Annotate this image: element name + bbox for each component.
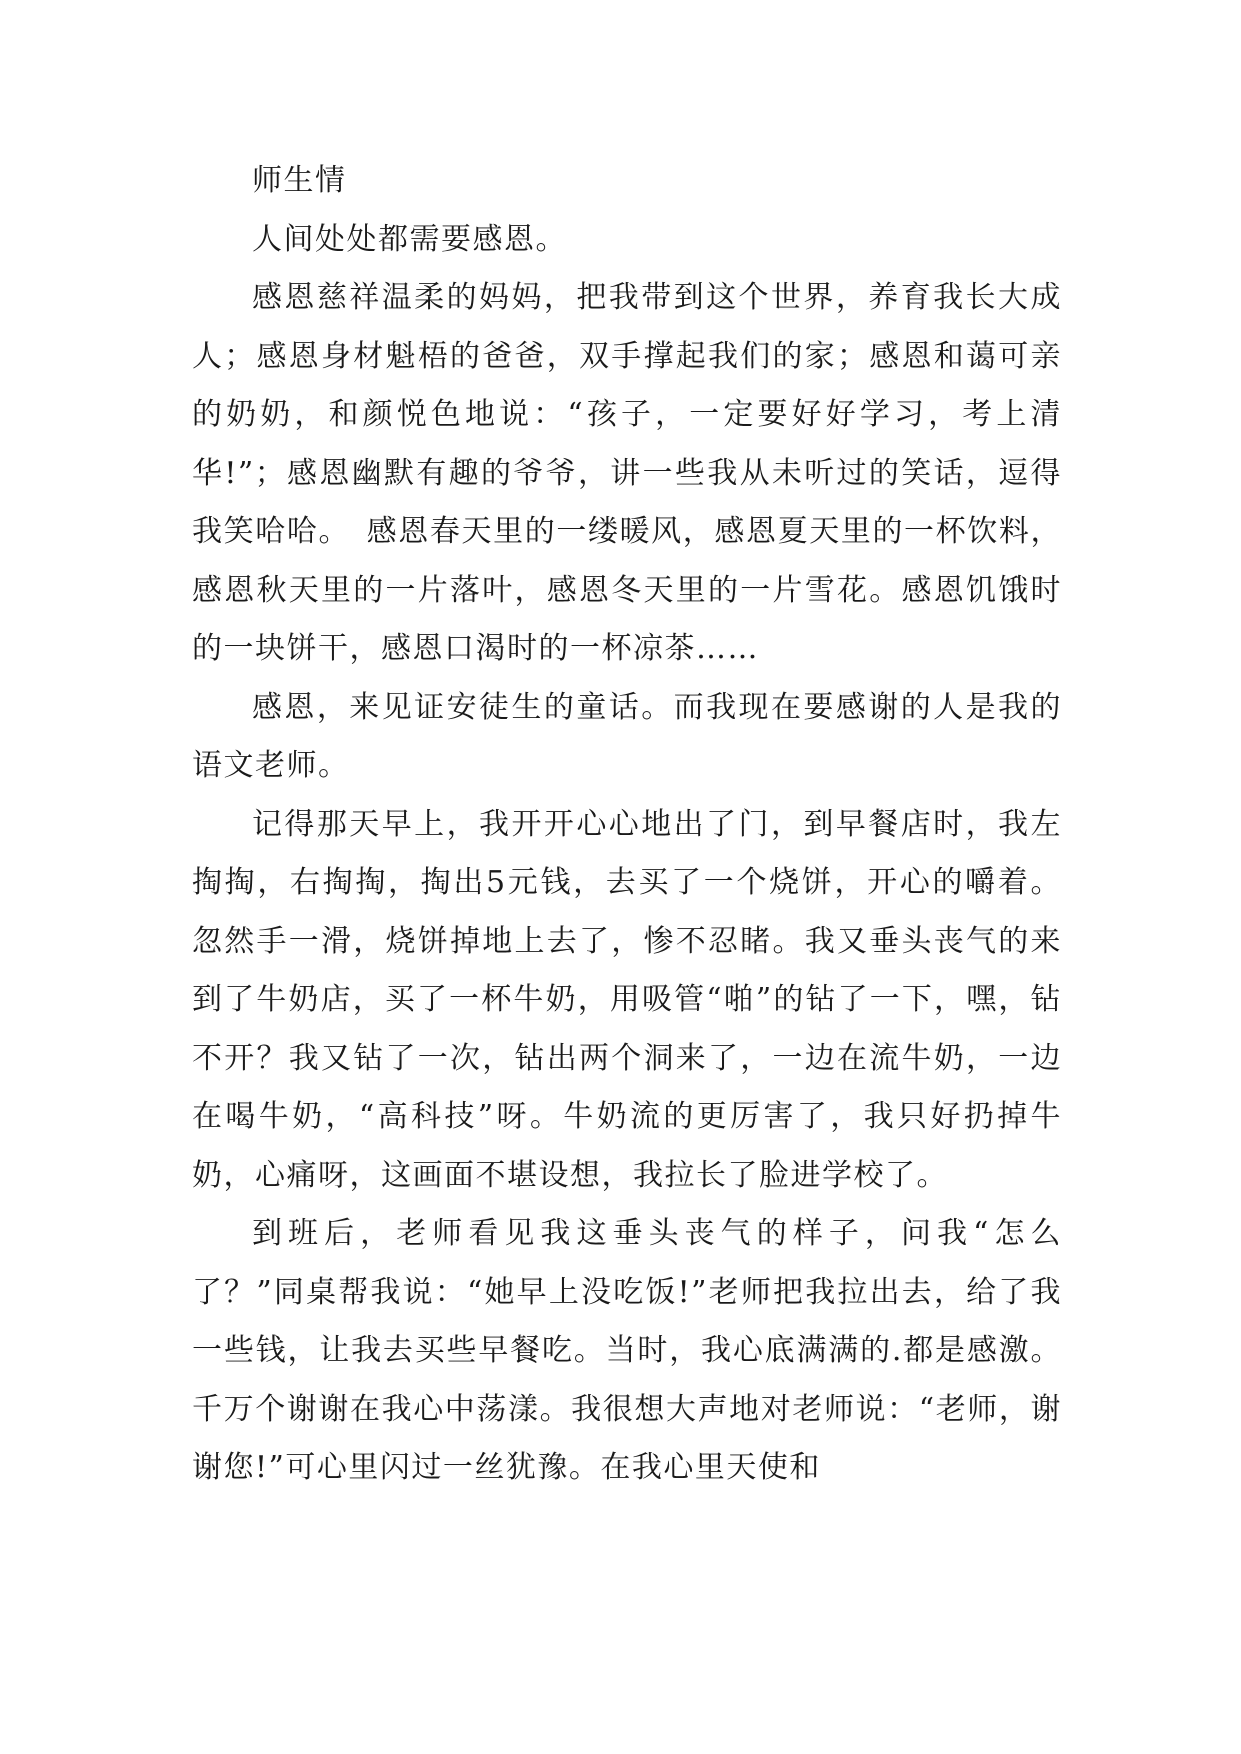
document-title: 师生情 [252,163,347,198]
paragraph-classroom: 到班后，老师看见我这垂头丧气的样子，问我“怎么了？”同桌帮我说：“她早上没吃饭!”老师把我拉出去，给了我一些钱，让我去买些早餐吃。当时，我心底满满的.都是感激。千万个谢谢在我心中荡漾。我很想大声地对老师说：“老师，谢谢您!”可心里闪过一丝犹豫。在我心里天使和 [192,1216,1062,1485]
document-body [192,152,1062,1498]
paragraph-teacher-intro: 感恩，来见证安徒生的童话。而我现在要感谢的人是我的语文老师。 [192,689,1062,783]
paragraph-intro: 人间处处都需要感恩。 [252,221,567,257]
paragraph-morning-story: 记得那天早上，我开开心心地出了门，到早餐店时，我左掏掏，右掏掏，掏出5元钱，去买了一个烧饼，开心的嚼着。忽然手一滑，烧饼掉地上去了，惨不忍睹。我又垂头丧气的来到了牛奶店，买了一杯牛奶，用吸管“啪”的钻了一下，嘿，钻不开？我又钻了一次，钻出两个洞来了，一边在流牛奶，一边在喝牛奶，“高科技”呀。牛奶流的更厉害了，我只好扔掉牛奶，心痛呀，这画面不堪设想，我拉长了脸进学校了。 [192,806,1062,1193]
paragraph-gratitude-list: 感恩慈祥温柔的妈妈，把我带到这个世界，养育我长大成人；感恩身材魁梧的爸爸，双手撑起我们的家；感恩和蔼可亲的奶奶，和颜悦色地说：“孩子，一定要好好学习，考上清华!”；感恩幽默有趣的爷爷，讲一些我从未听过的笑话，逗得我笑哈哈。 感恩春天里的一缕暖风，感恩夏天里的一杯饮料，感恩秋天里的一片落叶，感恩冬天里的一片雪花。感恩饥饿时的一块饼干，感恩口渴时的一杯凉茶…… [192,280,1062,666]
